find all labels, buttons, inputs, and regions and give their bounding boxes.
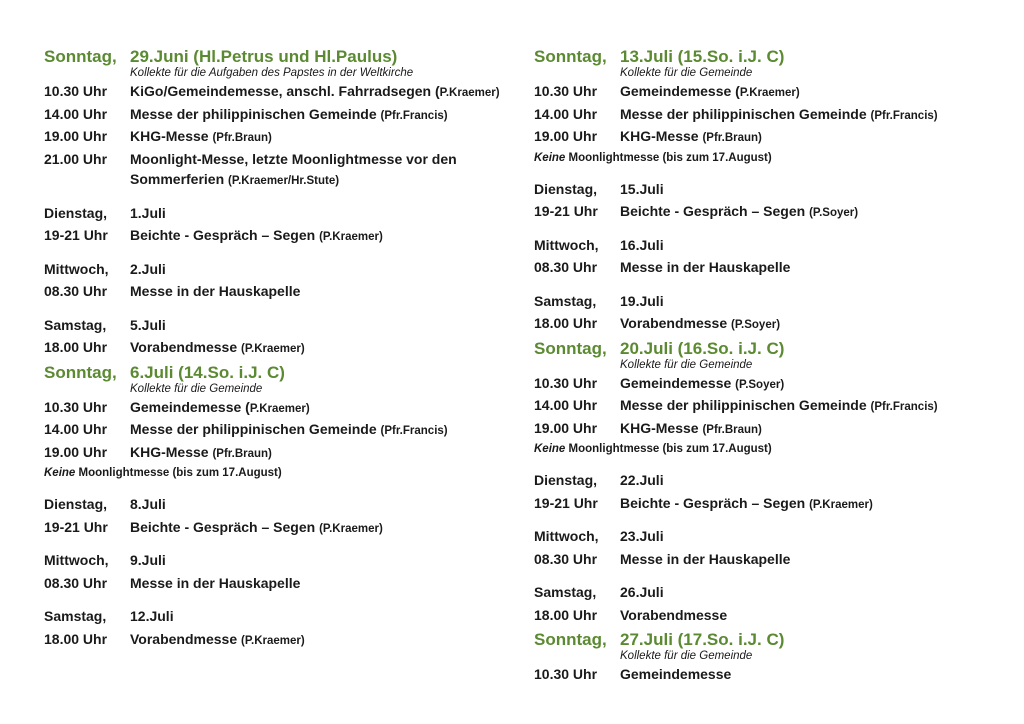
time-label: 10.30 Uhr xyxy=(534,666,598,682)
time-label: 19.00 Uhr xyxy=(44,443,108,460)
note-text: Moonlightmesse (bis zum 17.August) xyxy=(75,467,282,479)
spacer xyxy=(534,571,1004,582)
time-label: 19-21 Uhr xyxy=(534,203,598,219)
event-title: Gemeindemesse ( xyxy=(130,398,250,415)
event-title: Messe der philippinischen Gemeinde xyxy=(130,105,381,122)
schedule-row xyxy=(44,337,514,360)
spacer xyxy=(44,304,514,315)
time-label: 10.30 Uhr xyxy=(44,398,108,415)
officiant: P.Kraemer) xyxy=(439,87,500,99)
event-title: Gemeindemesse xyxy=(620,374,736,391)
officiant: (P.Kraemer) xyxy=(809,498,873,511)
event-title: Vorabendmesse xyxy=(130,630,242,647)
event-title: Vorabendmesse xyxy=(620,606,728,623)
event-description xyxy=(620,526,1004,549)
collection-note: Kollekte für die Gemeinde xyxy=(620,67,753,79)
time-label: Dienstag, xyxy=(44,496,108,512)
time-label: Samstag, xyxy=(44,608,107,624)
schedule-row xyxy=(534,605,1004,628)
event-description xyxy=(130,81,514,104)
schedule-row xyxy=(44,550,514,573)
time-label: 10.30 Uhr xyxy=(44,83,108,99)
event-title: 16.Juli xyxy=(620,236,664,253)
schedule-row xyxy=(534,104,1004,127)
note-emphasis: Keine xyxy=(534,443,566,455)
event-description xyxy=(620,104,1004,127)
officiant: (Pfr.Francis) xyxy=(380,425,448,437)
spacer xyxy=(44,539,514,550)
event-description xyxy=(130,419,514,442)
event-description xyxy=(130,494,514,517)
time-label: 08.30 Uhr xyxy=(534,259,598,275)
officiant: (P.Soyer) xyxy=(809,207,859,219)
schedule-row xyxy=(44,259,514,282)
event-title: KHG-Messe xyxy=(130,128,213,144)
sunday-heading xyxy=(534,627,1004,652)
officiant: (Pfr.Francis) xyxy=(870,401,938,413)
spacer xyxy=(534,515,1004,526)
schedule-row xyxy=(44,149,514,192)
time-label: 19.00 Uhr xyxy=(534,128,598,144)
event-title: Messe der philippinischen Gemeinde xyxy=(620,397,871,413)
time-label: 21.00 Uhr xyxy=(44,150,108,167)
event-description xyxy=(130,149,514,192)
spacer xyxy=(534,224,1004,235)
schedule-row xyxy=(534,235,1004,258)
schedule-row xyxy=(44,203,514,226)
time-label: 18.00 Uhr xyxy=(44,630,108,647)
event-description xyxy=(130,606,514,629)
weekday-label: Sonntag, xyxy=(534,630,607,649)
event-title: 9.Juli xyxy=(130,552,166,568)
schedule-row xyxy=(44,606,514,629)
event-description xyxy=(620,549,1004,572)
spacer xyxy=(44,192,514,203)
officiant: (Pfr.Francis) xyxy=(380,109,448,122)
moonlight-note xyxy=(534,440,1004,459)
event-description xyxy=(130,126,514,149)
time-label: 10.30 Uhr xyxy=(534,83,598,99)
schedule-row xyxy=(534,126,1004,149)
sunday-heading xyxy=(534,44,1004,69)
schedule-row xyxy=(534,549,1004,572)
schedule-row xyxy=(534,526,1004,549)
officiant: (P.Kraemer) xyxy=(319,522,383,535)
officiant: (P.Soyer) xyxy=(731,319,781,331)
schedule-row xyxy=(44,397,514,420)
schedule-row xyxy=(534,291,1004,314)
schedule-row xyxy=(534,81,1004,104)
officiant: (P.Kraemer) xyxy=(241,634,305,647)
time-label: Dienstag, xyxy=(44,204,108,221)
schedule-row xyxy=(44,81,514,104)
event-title: 26.Juli xyxy=(620,584,664,600)
schedule-row xyxy=(44,126,514,149)
collection-note: Kollekte für die Gemeinde xyxy=(620,650,753,662)
event-description xyxy=(130,397,514,420)
event-description xyxy=(620,313,1004,336)
event-title: Messe der philippinischen Gemeinde xyxy=(130,421,381,437)
spacer xyxy=(534,168,1004,179)
time-label: 18.00 Uhr xyxy=(44,339,108,355)
event-description xyxy=(130,225,514,248)
event-description xyxy=(620,81,1004,104)
event-description xyxy=(620,373,1004,396)
collection-note: Kollekte für die Aufgaben des Papstes in der Weltkirche xyxy=(130,67,414,79)
officiant: (P.Soyer) xyxy=(735,378,785,391)
event-description xyxy=(620,257,1004,280)
time-label: 08.30 Uhr xyxy=(44,574,108,591)
spacer xyxy=(44,248,514,259)
officiant: (Pfr.Braun) xyxy=(212,132,272,144)
time-label: 18.00 Uhr xyxy=(534,606,598,623)
time-label: Dienstag, xyxy=(534,180,598,197)
event-title: 8.Juli xyxy=(130,496,166,512)
event-title: Messe in der Hauskapelle xyxy=(130,574,301,591)
event-title: 15.Juli xyxy=(620,180,664,197)
event-title: Beichte - Gespräch – Segen xyxy=(620,494,810,511)
event-description xyxy=(620,582,1004,605)
sunday-heading xyxy=(44,360,514,385)
time-label: Dienstag, xyxy=(534,472,598,488)
event-title: 23.Juli xyxy=(620,528,664,544)
event-title: KHG-Messe xyxy=(130,443,213,460)
event-title: KiGo/Gemeindemesse, anschl. Fahrradsegen ( xyxy=(130,83,440,99)
schedule-row xyxy=(534,664,1004,687)
event-title: 22.Juli xyxy=(620,472,664,488)
time-label: 19-21 Uhr xyxy=(44,227,108,243)
event-description xyxy=(130,550,514,573)
event-description xyxy=(130,337,514,360)
time-label: Mittwoch, xyxy=(534,236,599,253)
event-description xyxy=(620,493,1004,516)
time-label: 19-21 Uhr xyxy=(534,494,598,511)
event-title: Moonlight-Messe, letzte Moonlightmesse vor den Sommerferien xyxy=(130,150,457,187)
event-description xyxy=(620,664,1004,687)
note-emphasis: Keine xyxy=(44,467,76,479)
schedule-row xyxy=(44,419,514,442)
time-label: 10.30 Uhr xyxy=(534,374,598,391)
time-label: Mittwoch, xyxy=(534,528,599,544)
event-description xyxy=(620,235,1004,258)
event-description xyxy=(620,201,1004,224)
time-label: Mittwoch, xyxy=(44,552,109,568)
schedule-column-right xyxy=(534,44,1004,687)
event-description xyxy=(620,395,1004,418)
time-label: Samstag, xyxy=(534,584,597,600)
event-title: Beichte - Gespräch – Segen xyxy=(130,227,320,243)
time-label: 14.00 Uhr xyxy=(44,105,108,122)
time-label: 08.30 Uhr xyxy=(44,283,108,299)
spacer xyxy=(534,459,1004,470)
event-description xyxy=(620,605,1004,628)
event-description xyxy=(130,203,514,226)
event-title: Messe in der Hauskapelle xyxy=(620,550,791,567)
schedule-row xyxy=(44,629,514,652)
event-title: Messe in der Hauskapelle xyxy=(620,259,791,275)
schedule-row xyxy=(534,418,1004,441)
weekday-label: Sonntag, xyxy=(534,338,607,358)
event-title: KHG-Messe xyxy=(620,419,703,436)
schedule-row xyxy=(534,201,1004,224)
event-title: Gemeindemesse ( xyxy=(620,83,740,99)
event-description xyxy=(620,470,1004,493)
collection-note: Kollekte für die Gemeinde xyxy=(620,358,753,371)
time-label: 14.00 Uhr xyxy=(534,105,598,122)
schedule-row xyxy=(534,179,1004,202)
event-title: Messe in der Hauskapelle xyxy=(130,283,301,299)
event-description xyxy=(130,442,514,465)
event-description xyxy=(130,104,514,127)
time-label: 19.00 Uhr xyxy=(44,128,108,144)
event-title: 2.Juli xyxy=(130,260,166,277)
officiant: (Pfr.Francis) xyxy=(870,109,938,122)
schedule-row xyxy=(44,315,514,338)
event-title: 12.Juli xyxy=(130,608,174,624)
officiant: P.Kraemer) xyxy=(739,87,800,99)
note-text: Moonlightmesse (bis zum 17.August) xyxy=(565,443,772,455)
schedule-row xyxy=(44,573,514,596)
spacer xyxy=(44,483,514,494)
schedule-row xyxy=(44,517,514,540)
schedule-row xyxy=(534,373,1004,396)
sunday-heading xyxy=(534,336,1004,361)
time-label: Samstag, xyxy=(44,316,107,333)
schedule-row xyxy=(534,313,1004,336)
schedule-row xyxy=(534,470,1004,493)
officiant: (P.Kraemer) xyxy=(319,231,383,243)
weekday-label: Sonntag, xyxy=(534,47,607,66)
spacer xyxy=(44,595,514,606)
sunday-title: 20.Juli (16.So. i.J. C) xyxy=(620,338,785,358)
event-description xyxy=(130,517,514,540)
officiant: (Pfr.Braun) xyxy=(212,447,272,460)
event-description xyxy=(130,573,514,596)
spacer xyxy=(534,280,1004,291)
event-title: 19.Juli xyxy=(620,292,664,309)
event-title: Beichte - Gespräch – Segen xyxy=(620,203,810,219)
officiant: (P.Kraemer/Hr.Stute) xyxy=(228,175,340,187)
time-label: 19-21 Uhr xyxy=(44,518,108,535)
collection-note: Kollekte für die Gemeinde xyxy=(130,382,263,395)
moonlight-note xyxy=(534,149,1004,168)
event-description xyxy=(620,418,1004,441)
schedule-row xyxy=(44,442,514,465)
schedule-row xyxy=(44,225,514,248)
event-description xyxy=(620,126,1004,149)
time-label: 18.00 Uhr xyxy=(534,315,598,331)
event-description xyxy=(130,629,514,652)
sunday-title: 27.Juli (17.So. i.J. C) xyxy=(620,630,785,649)
note-emphasis: Keine xyxy=(534,151,566,164)
sunday-title: 13.Juli (15.So. i.J. C) xyxy=(620,47,785,66)
event-title: Messe der philippinischen Gemeinde xyxy=(620,105,871,122)
officiant: (P.Kraemer) xyxy=(241,343,305,355)
event-title: Beichte - Gespräch – Segen xyxy=(130,518,320,535)
event-title: Gemeindemesse xyxy=(620,666,732,682)
event-description xyxy=(130,259,514,282)
schedule-column-left xyxy=(44,44,514,651)
schedule-row xyxy=(534,582,1004,605)
event-description xyxy=(620,179,1004,202)
officiant: (Pfr.Braun) xyxy=(702,423,762,436)
event-title: 1.Juli xyxy=(130,204,166,221)
schedule-row xyxy=(44,104,514,127)
officiant: P.Kraemer) xyxy=(249,402,310,415)
event-description xyxy=(620,291,1004,314)
time-label: 14.00 Uhr xyxy=(534,397,598,413)
sunday-title: 29.Juni (Hl.Petrus und Hl.Paulus) xyxy=(130,47,398,66)
moonlight-note xyxy=(44,464,514,483)
time-label: 14.00 Uhr xyxy=(44,421,108,437)
weekday-label: Sonntag, xyxy=(44,47,117,66)
sunday-title: 6.Juli (14.So. i.J. C) xyxy=(130,362,285,382)
event-description xyxy=(130,315,514,338)
note-text: Moonlightmesse (bis zum 17.August) xyxy=(565,151,772,164)
schedule-row xyxy=(534,257,1004,280)
schedule-row xyxy=(534,395,1004,418)
schedule-row xyxy=(44,281,514,304)
event-title: Vorabendmesse xyxy=(130,339,242,355)
event-description xyxy=(130,281,514,304)
weekday-label: Sonntag, xyxy=(44,362,117,382)
officiant: (Pfr.Braun) xyxy=(702,132,762,144)
time-label: 08.30 Uhr xyxy=(534,550,598,567)
schedule-row xyxy=(44,494,514,517)
time-label: 19.00 Uhr xyxy=(534,419,598,436)
event-title: Vorabendmesse xyxy=(620,315,732,331)
time-label: Mittwoch, xyxy=(44,260,109,277)
schedule-row xyxy=(534,493,1004,516)
event-title: KHG-Messe xyxy=(620,128,703,144)
event-title: 5.Juli xyxy=(130,316,166,333)
time-label: Samstag, xyxy=(534,292,597,309)
